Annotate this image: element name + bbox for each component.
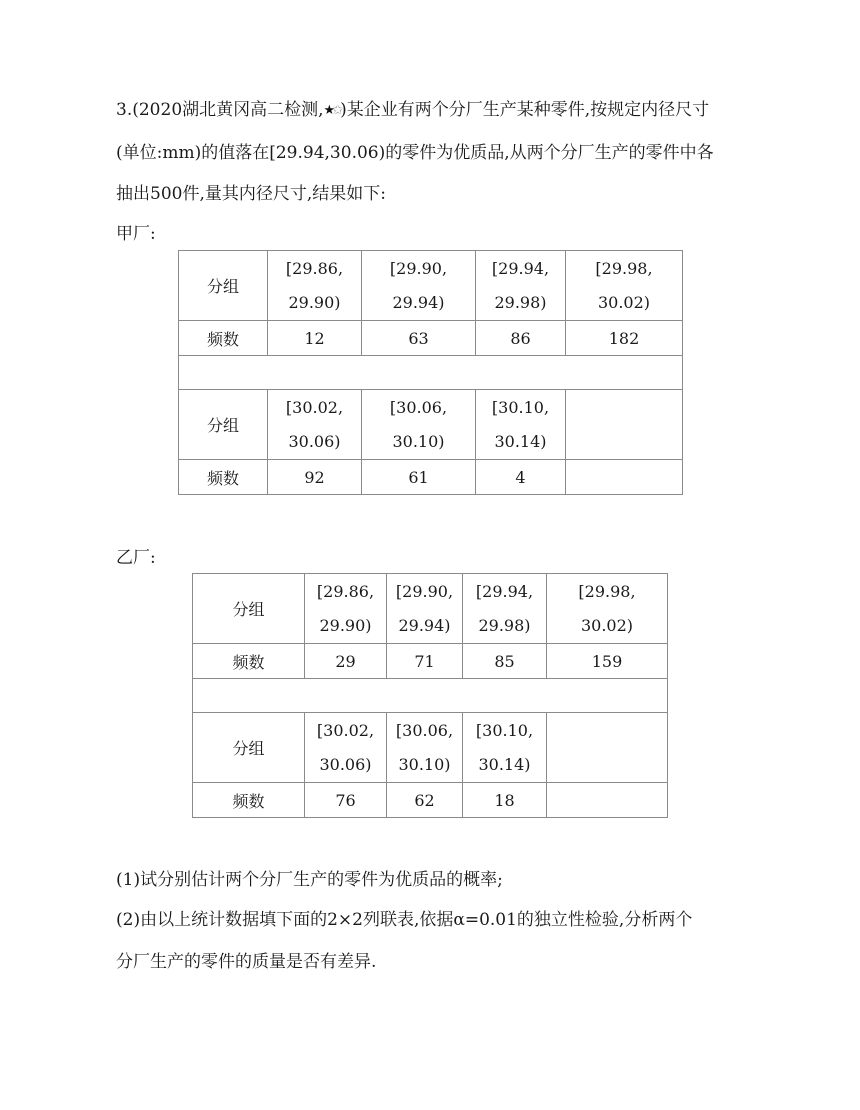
factory-b-label: 乙厂: — [116, 548, 156, 568]
freq-header: 频数 — [179, 460, 268, 495]
group-header: 分组 — [179, 390, 268, 460]
group-cell: [30.02, 30.06) — [268, 390, 362, 460]
group-cell: [30.06, 30.10) — [362, 390, 476, 460]
empty-cell — [566, 390, 683, 460]
group-cell: [30.06, 30.10) — [387, 713, 463, 783]
freq-cell: 86 — [476, 321, 566, 356]
table-spacer-row — [193, 679, 668, 713]
freq-cell: 4 — [476, 460, 566, 495]
group-cell: [30.10, 30.14) — [463, 713, 547, 783]
table-row — [193, 783, 668, 818]
problem-line-1 — [116, 100, 709, 121]
empty-cell — [547, 783, 668, 818]
freq-cell: 85 — [463, 644, 547, 679]
table-row — [193, 644, 668, 679]
empty-cell — [566, 460, 683, 495]
group-cell: [29.94, 29.98) — [463, 574, 547, 644]
table-row — [193, 713, 668, 783]
freq-cell: 71 — [387, 644, 463, 679]
empty-cell — [547, 713, 668, 783]
freq-header: 频数 — [179, 321, 268, 356]
group-cell: [29.94, 29.98) — [476, 251, 566, 321]
freq-cell: 76 — [305, 783, 387, 818]
factory-a-table — [178, 250, 683, 495]
group-header: 分组 — [193, 574, 305, 644]
group-cell: [29.98, 30.02) — [547, 574, 668, 644]
freq-cell: 12 — [268, 321, 362, 356]
table-spacer-row — [179, 356, 683, 390]
freq-cell: 92 — [268, 460, 362, 495]
group-cell: [29.86, 29.90) — [268, 251, 362, 321]
table-row — [193, 574, 668, 644]
problem-number: 3. — [116, 100, 133, 120]
group-cell: [29.90, 29.94) — [362, 251, 476, 321]
group-cell: [30.02, 30.06) — [305, 713, 387, 783]
freq-cell: 18 — [463, 783, 547, 818]
problem-text-1: )某企业有两个分厂生产某种零件,按规定内径尺寸 — [340, 100, 710, 120]
freq-header: 频数 — [193, 644, 305, 679]
question-2-line-2: 分厂生产的零件的质量是否有差异. — [116, 952, 377, 972]
group-cell: [29.98, 30.02) — [566, 251, 683, 321]
freq-header: 频数 — [193, 783, 305, 818]
freq-cell: 182 — [566, 321, 683, 356]
difficulty-stars — [324, 101, 341, 121]
problem-line-3: 抽出500件,量其内径尺寸,结果如下: — [116, 184, 386, 204]
group-header: 分组 — [193, 713, 305, 783]
group-cell: [29.86, 29.90) — [305, 574, 387, 644]
group-cell: [30.10, 30.14) — [476, 390, 566, 460]
freq-cell: 159 — [547, 644, 668, 679]
problem-line-2: (单位:mm)的值落在[29.94,30.06)的零件为优质品,从两个分厂生产的零件中各 — [116, 143, 714, 163]
star-outline-icon: ✩ — [332, 103, 341, 118]
freq-cell: 29 — [305, 644, 387, 679]
question-1: (1)试分别估计两个分厂生产的零件为优质品的概率; — [116, 870, 503, 890]
question-2-line-1: (2)由以上统计数据填下面的2×2列联表,依据α=0.01的独立性检验,分析两个 — [116, 910, 693, 930]
table-row — [179, 390, 683, 460]
table-row — [179, 460, 683, 495]
table-row — [179, 321, 683, 356]
table-row — [179, 251, 683, 321]
star-filled-icon: ★ — [323, 103, 333, 118]
factory-a-label: 甲厂: — [116, 224, 156, 244]
group-cell: [29.90, 29.94) — [387, 574, 463, 644]
freq-cell: 62 — [387, 783, 463, 818]
problem-source: (2020湖北黄冈高二检测, — [132, 100, 324, 120]
factory-b-table — [192, 573, 668, 818]
group-header: 分组 — [179, 251, 268, 321]
freq-cell: 61 — [362, 460, 476, 495]
freq-cell: 63 — [362, 321, 476, 356]
